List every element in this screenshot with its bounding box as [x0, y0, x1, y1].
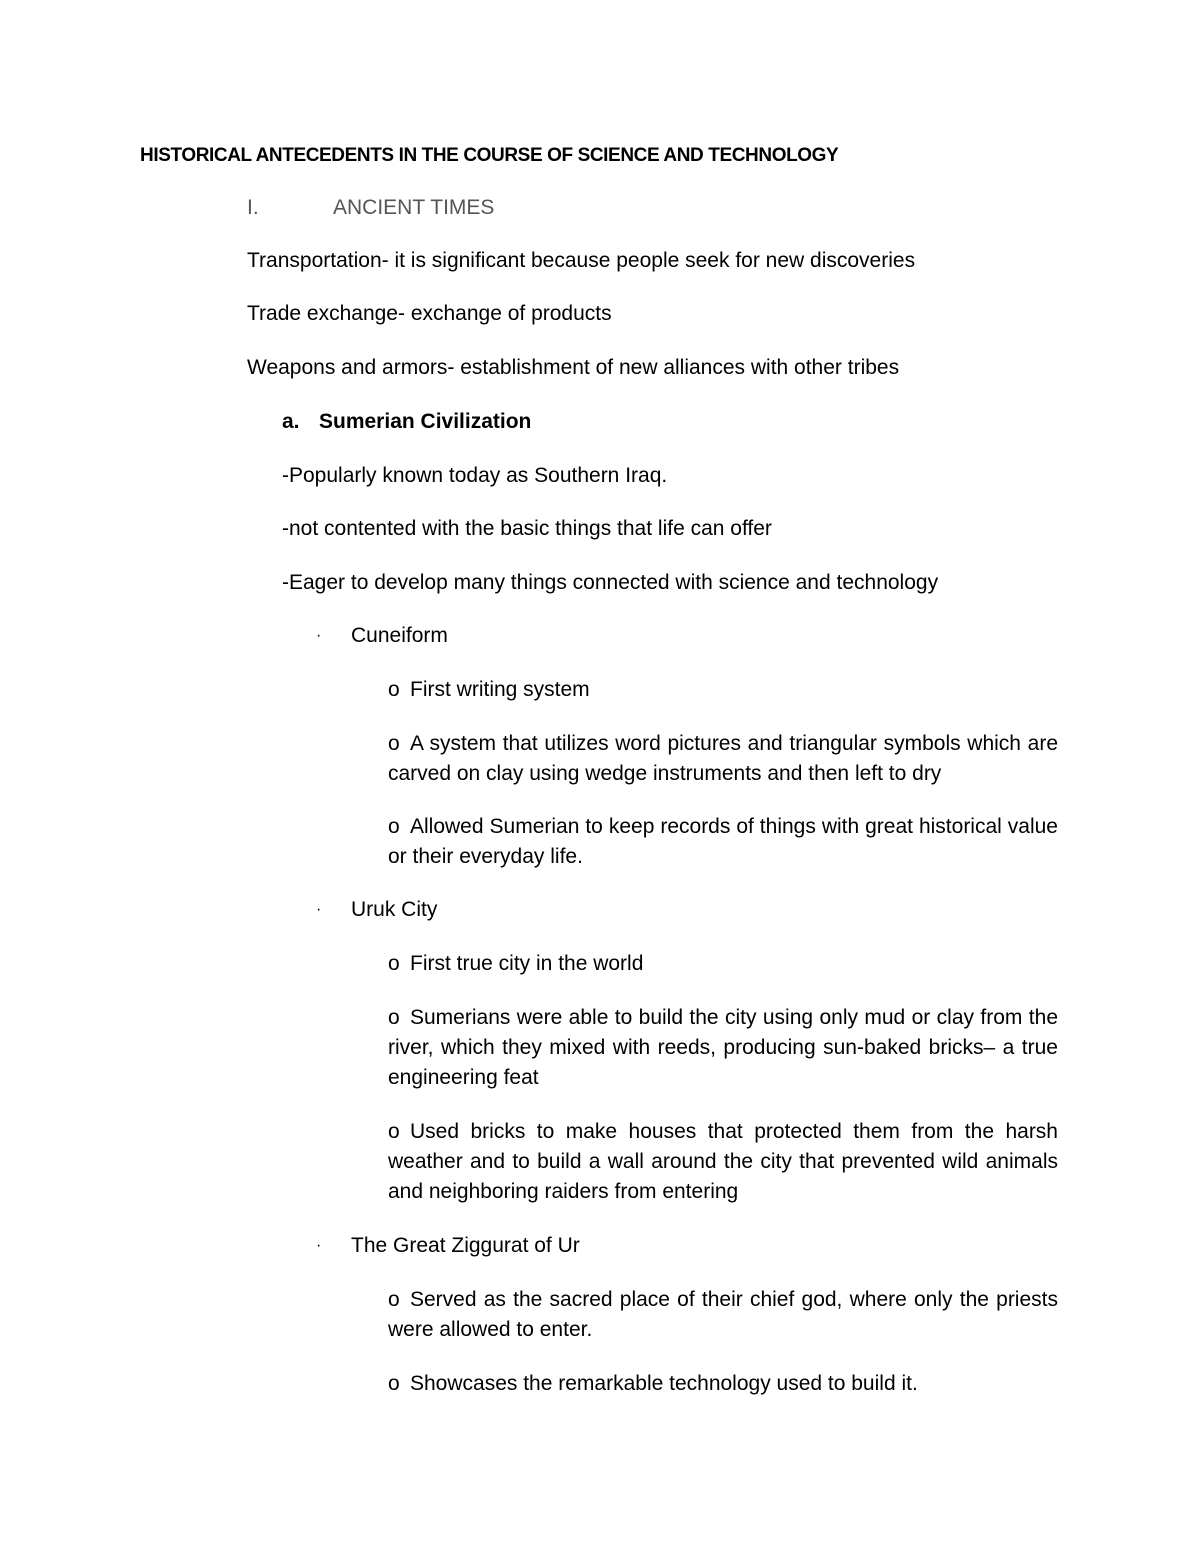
bullet-label-cuneiform: Cuneiform — [351, 624, 448, 647]
list-item — [388, 812, 1058, 872]
bullet-label-uruk-city: Uruk City — [351, 898, 438, 921]
list-item — [388, 1285, 1058, 1345]
sub-bullet-marker: o — [388, 732, 400, 755]
sub-bullet-marker: o — [388, 1288, 400, 1311]
bullet-dot: · — [316, 901, 322, 918]
sub-point-eagerness: -Eager to develop many things connected with science and technology — [282, 571, 939, 594]
intro-line-transportation: Transportation- it is significant because people seek for new discoveries — [247, 249, 916, 272]
sub-bullet-marker: o — [388, 952, 400, 975]
sub-bullet-marker: o — [388, 1006, 400, 1029]
subsection-letter: a. — [282, 410, 300, 433]
list-item-text: Showcases the remarkable technology used to build it. — [410, 1372, 918, 1395]
list-item-text: Allowed Sumerian to keep records of things with great historical value or their everyday life. — [388, 815, 1058, 868]
list-item-text: Sumerians were able to build the city using only mud or clay from the river, which they mixed with reeds, producing sun-baked bricks– a true engineering feat — [388, 1006, 1058, 1089]
list-item-text: A system that utilizes word pictures and triangular symbols which are carved on clay using wedge instruments and then left to dry — [388, 732, 1058, 785]
section-number: I. — [247, 196, 259, 219]
sub-bullet-marker: o — [388, 678, 400, 701]
sub-point-contentment: -not contented with the basic things that life can offer — [282, 517, 772, 540]
intro-line-weapons: Weapons and armors- establishment of new alliances with other tribes — [247, 356, 900, 379]
list-item-text: Used bricks to make houses that protected them from the harsh weather and to build a wall around the city that prevented wild animals and neighboring raiders from entering — [388, 1120, 1058, 1203]
sub-bullet-marker: o — [388, 815, 400, 838]
sub-bullet-marker: o — [388, 1372, 400, 1395]
list-item — [388, 1369, 1058, 1399]
bullet-dot: · — [316, 627, 322, 644]
subsection-heading: Sumerian Civilization — [319, 410, 532, 433]
sub-bullet-marker: o — [388, 1120, 400, 1143]
list-item-text: Served as the sacred place of their chief god, where only the priests were allowed to enter. — [388, 1288, 1058, 1341]
list-item-text: First writing system — [410, 678, 590, 701]
list-item — [388, 675, 1058, 705]
document-title: HISTORICAL ANTECEDENTS IN THE COURSE OF SCIENCE AND TECHNOLOGY — [140, 145, 839, 166]
list-item — [388, 1117, 1058, 1207]
list-item — [388, 729, 1058, 789]
section-heading: ANCIENT TIMES — [333, 196, 495, 219]
list-item-text: First true city in the world — [410, 952, 644, 975]
sub-point-location: -Popularly known today as Southern Iraq. — [282, 464, 668, 487]
list-item — [388, 949, 1058, 979]
list-item — [388, 1003, 1058, 1093]
bullet-label-great-ziggurat: The Great Ziggurat of Ur — [351, 1234, 580, 1257]
bullet-dot: · — [316, 1237, 322, 1254]
intro-line-trade: Trade exchange- exchange of products — [247, 302, 612, 325]
